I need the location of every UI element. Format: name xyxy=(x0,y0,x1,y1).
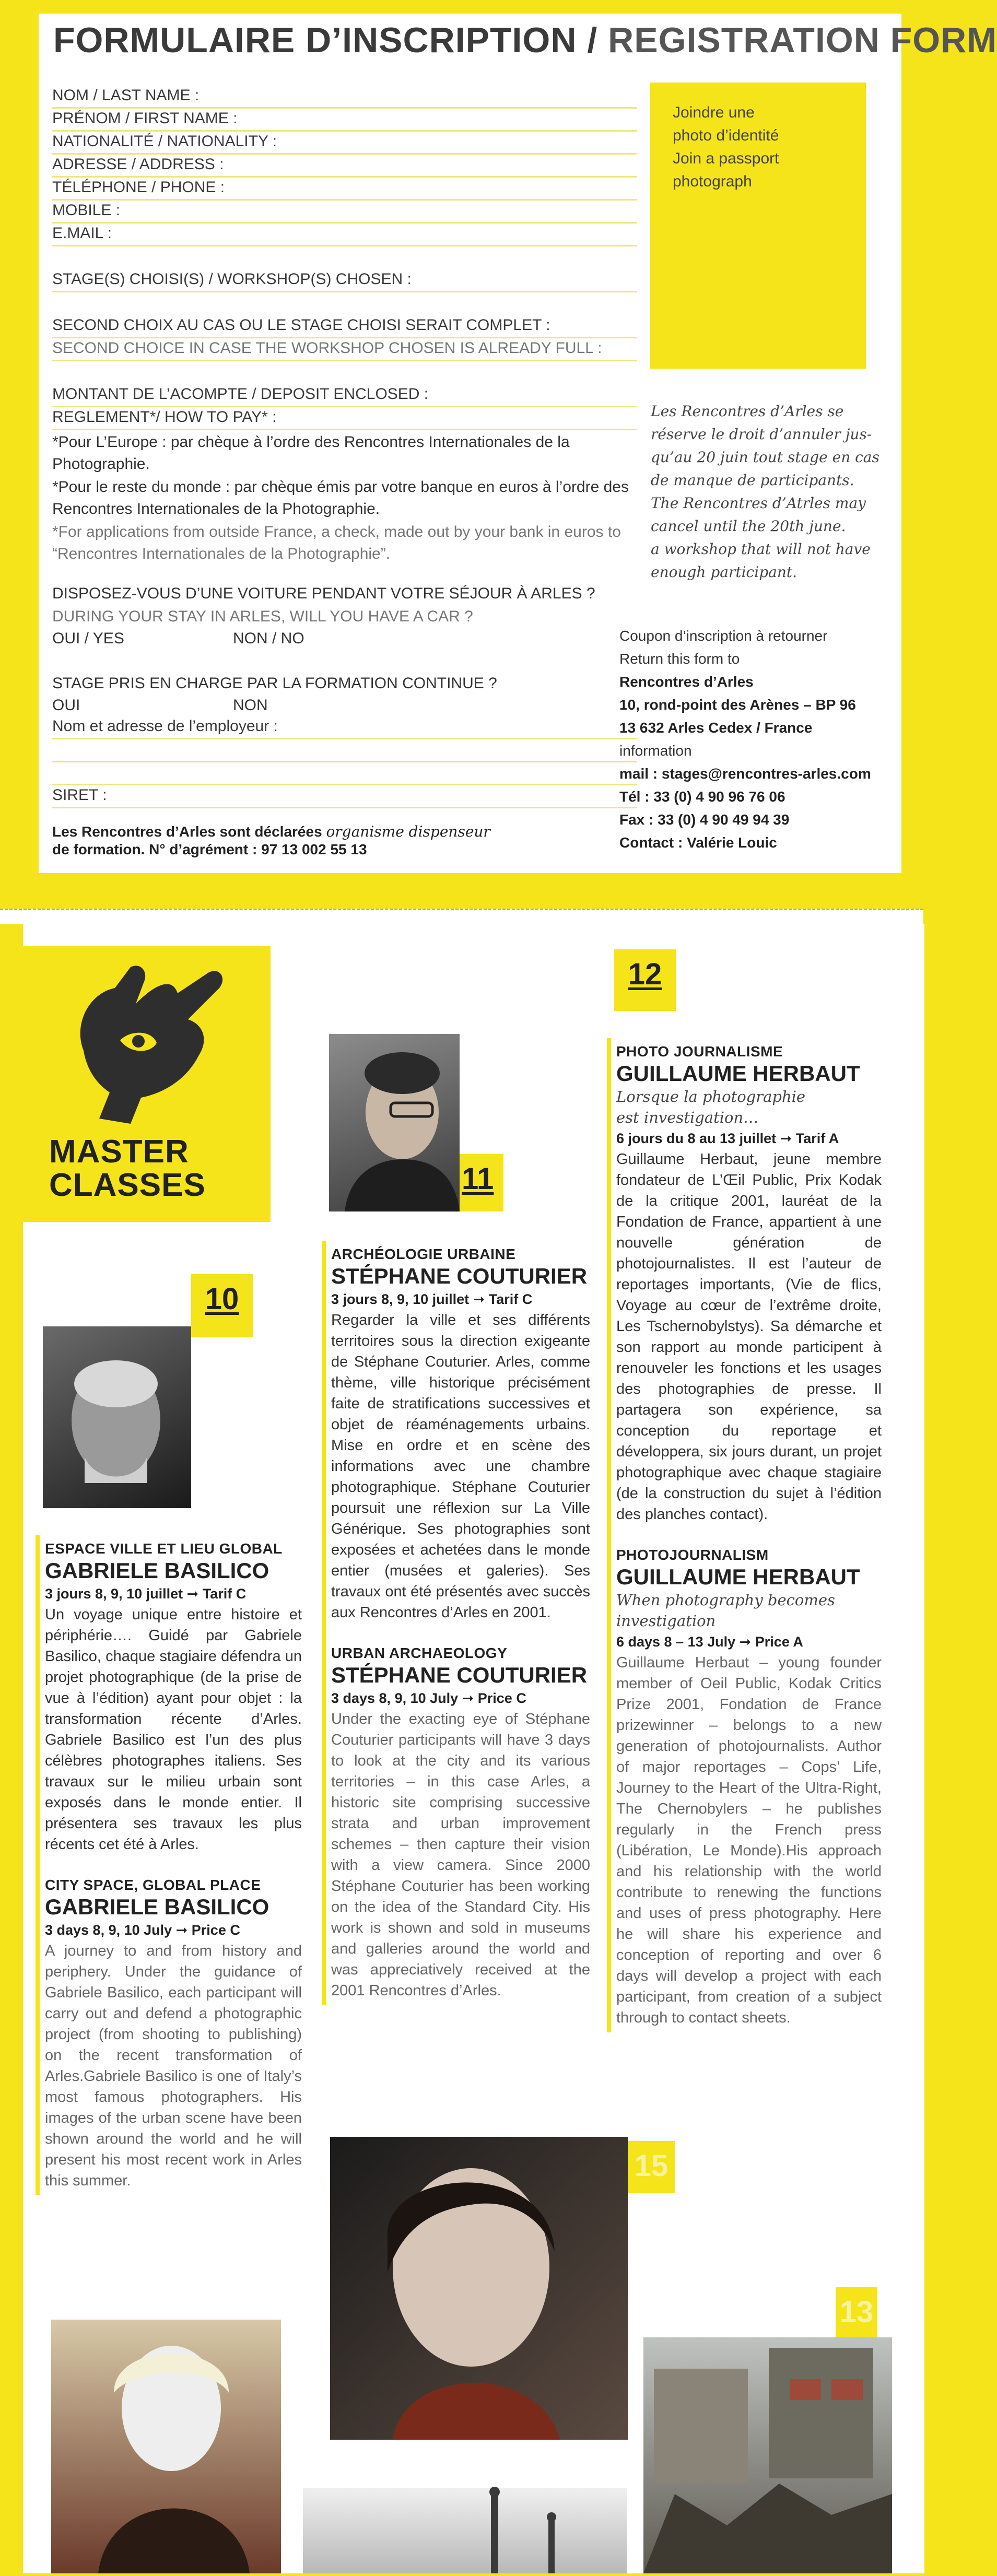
cancel-note-line: The Rencontres d’Atrles may xyxy=(651,495,866,512)
herbaut-dates-fr: 6 jours du 8 au 13 juillet ➞ Tarif A xyxy=(616,1131,839,1146)
coupon-contact: Contact : Valérie Louic xyxy=(619,834,777,851)
actress-photo xyxy=(51,2320,281,2573)
form-title-fr: FORMULAIRE D’INSCRIPTION / xyxy=(53,20,598,60)
herbaut-name-en: GUILLAUME HERBAUT xyxy=(616,1565,860,1589)
couturier-name-fr: STÉPHANE COUTURIER xyxy=(331,1264,588,1288)
basilico-body-en: A journey to and from history and periphery. Under the guidance of Gabriele Basilico, each participant will carry out and defend a photographic project (from shooting to publishing) on the recent transformation of Arles.Gabriele Basilico is one of Italy’s most famous photographers. His images of the urban scene have been shown around the world and he will present his most recent work in Arles this summer. xyxy=(45,1943,302,2189)
employer-field-line-2[interactable] xyxy=(52,739,637,762)
herbaut-subtitle-fr-2: est investigation… xyxy=(616,1109,759,1126)
photo-box-line: photo d’identité xyxy=(673,127,779,144)
second-choice-label: SECOND CHOIX AU CAS OU LE STAGE CHOISI SERAIT COMPLET : xyxy=(52,315,637,338)
coupon-org: Rencontres d’Arles xyxy=(619,674,754,690)
couturier-dates-fr: 3 jours 8, 9, 10 juillet ➞ Tarif C xyxy=(331,1291,533,1307)
portrait-silhouette-icon xyxy=(51,2320,281,2573)
figures-photo xyxy=(303,2488,627,2573)
column-accent-bar xyxy=(322,1241,326,2005)
payment-world-note: *Pour le reste du monde : par chèque émis par votre banque en euros à l’ordre des Rencontres Internationales de la Photographie. xyxy=(52,478,629,517)
couturier-body-en: Under the exacting eye of Stéphane Couturier participants will have 3 days to look at the city and its various territories – in this case Arles, a historic site comprising successive strata and urban improvement schemes – then capture their vision with a view camera. Since 2000 Stéphane Couturier has been working on the idea of the Standard City. His work is shown and sold in museums and galleries around the world and was appreciatively received at the 2001 Rencontres d’Arles. xyxy=(331,1711,590,1999)
ruins-photo xyxy=(643,2337,892,2573)
basilico-kicker-fr: ESPACE VILLE ET LIEU GLOBAL xyxy=(45,1540,283,1557)
declaration-bold: Les Rencontres d’Arles sont déclarées xyxy=(52,824,326,840)
portrait-silhouette-icon xyxy=(329,1034,460,1211)
passport-photo-box xyxy=(650,83,866,369)
car-yes-option[interactable]: OUI / YES xyxy=(52,630,124,647)
number-11: 11 xyxy=(462,1162,494,1196)
people-silhouette-icon xyxy=(303,2488,627,2573)
training-question: STAGE PRIS EN CHARGE PAR LA FORMATION CONTINUE ? xyxy=(52,675,497,692)
basilico-dates-en: 3 days 8, 9, 10 July ➞ Price C xyxy=(45,1922,240,1938)
number-10: 10 xyxy=(205,1282,239,1316)
couturier-name-en: STÉPHANE COUTURIER xyxy=(331,1663,588,1687)
training-declaration xyxy=(52,823,637,858)
basilico-body-fr: Un voyage unique entre histoire et périphérie…. Guidé par Gabriele Basilico, chaque stagiaire défendra un projet photographique (de la prise de vue à l’édition) ayant pour objet : la transformation récente d’Arles. Gabriele Basilico est l’un des plus célèbres photographes italiens. Ses travaux sur le milieu urbain sont exposés dans le monde entier. Il présentera ses travaux les plus récents cet été à Arles. xyxy=(45,1606,302,1853)
cancel-note-line: qu’au 20 juin tout stage en cas xyxy=(651,449,879,466)
form-title-en: REGISTRATION FORM xyxy=(597,20,997,60)
basilico-name-fr: GABRIELE BASILICO xyxy=(45,1558,269,1583)
mobile-field[interactable]: MOBILE : xyxy=(52,201,637,224)
email-field[interactable]: E.MAIL : xyxy=(52,224,637,246)
column-gap xyxy=(331,1623,590,1644)
herbaut-column xyxy=(613,1038,885,2032)
building-ruins-icon xyxy=(643,2337,892,2573)
basilico-kicker-en: CITY SPACE, GLOBAL PLACE xyxy=(45,1877,261,1893)
cancel-note-line: enough participant. xyxy=(651,563,797,581)
herbaut-subtitle-fr-1: Lorsque la photographie xyxy=(616,1088,806,1105)
car-question-fr: DISPOSEZ-VOUS D’UNE VOITURE PENDANT VOTRE SÉJOUR À ARLES ? xyxy=(52,585,595,602)
cut-line-divider xyxy=(0,909,923,924)
cancellation-note xyxy=(651,400,896,584)
column-accent-bar xyxy=(607,1038,611,2032)
couturier-portrait-photo xyxy=(329,1034,460,1211)
registration-form xyxy=(39,14,997,873)
herbaut-kicker-fr: PHOTO JOURNALISME xyxy=(616,1043,783,1060)
payment-en-note: *For applications from outside France, a check, made out by your bank in euros to “Rencontres Internationales de la Photographie”. xyxy=(52,523,621,562)
herbaut-body-en: Guillaume Herbaut – young founder member of Oeil Public, Kodak Critics Prize 2001, Fondation de France prizewinner – belongs to a new generation of photojournalists. Author of major reportages – Cops’ Life, Journey to the Heart of the Ultra-Right, The Chernobylers – he publishes regularly in the French press (Libération, Le Monde).His approach and his relationship with the world contribute to renewing the functions and uses of press photography. Here he will share his experience and conception of reporting and over 6 days will develop a project with each participant, from creation of a subject through to contact sheets. xyxy=(616,1654,882,2026)
cancel-note-line: cancel until the 20th june. xyxy=(651,517,846,535)
first-name-field[interactable]: PRÉNOM / FIRST NAME : xyxy=(52,109,637,132)
payment-europe-note: *Pour L’Europe : par chèque à l’ordre des Rencontres Internationales de la Photographie. xyxy=(52,433,570,473)
training-no-option[interactable]: NON xyxy=(233,697,268,714)
coupon-fax: Fax : 33 (0) 4 90 49 94 39 xyxy=(619,811,790,828)
phone-field[interactable]: TÉLÉPHONE / PHONE : xyxy=(52,178,637,201)
form-title xyxy=(53,20,997,61)
number-tile-10 xyxy=(191,1274,253,1337)
coupon-line: Coupon d’inscription à retourner xyxy=(619,628,828,644)
basilico-column xyxy=(42,1535,305,2195)
ok-hand-icon xyxy=(52,962,230,1129)
woman-portrait-photo xyxy=(330,2137,628,2440)
cancel-note-line: de manque de participants. xyxy=(651,472,854,489)
herbaut-subtitle-en-2: investigation xyxy=(616,1612,716,1630)
herbaut-name-fr: GUILLAUME HERBAUT xyxy=(616,1061,860,1086)
employer-field[interactable]: Nom et adresse de l’employeur : xyxy=(52,716,637,739)
deposit-field[interactable]: MONTANT DE L’ACOMPTE / DEPOSIT ENCLOSED : xyxy=(52,384,637,407)
coupon-info: information xyxy=(619,743,692,759)
couturier-kicker-en: URBAN ARCHAEOLOGY xyxy=(331,1645,508,1661)
declaration-italic: organisme dispenseur xyxy=(326,823,490,840)
payment-label: REGLEMENT*/ HOW TO PAY* : xyxy=(52,407,637,430)
number-12: 12 xyxy=(628,957,662,991)
training-yes-option[interactable]: OUI xyxy=(52,697,80,714)
declaration-approval-number: de formation. N° d’agrément : 97 13 002 55 13 xyxy=(52,841,367,857)
coupon-address-2: 13 632 Arles Cedex / France xyxy=(619,720,813,736)
nationality-field[interactable]: NATIONALITÉ / NATIONALITY : xyxy=(52,132,637,155)
car-no-option[interactable]: NON / NO xyxy=(233,630,304,647)
master-title-line-2: CLASSES xyxy=(49,1167,206,1203)
last-name-field[interactable]: NOM / LAST NAME : xyxy=(52,86,637,109)
siret-field[interactable]: SIRET : xyxy=(52,785,637,808)
couturier-body-fr: Regarder la ville et ses différents territoires sous la direction exigeante de Stéphane Couturier. Arles, comme thème, ville historique précisément faite de stratifications successives et objet de réaménagements urbains. Mise en ordre et en scène des informations avec une chambre photographique. Stéphane Couturier poursuit une réflexion sur La Ville Générique. Ses photographies sont exposées et achetées dans le monde entier (musées et galeries). Ses travaux ont été présentés avec succès aux Rencontres d’Arles en 2001. xyxy=(331,1312,590,1621)
coupon-mail[interactable]: mail : stages@rencontres-arles.com xyxy=(619,766,871,782)
master-classes-logo xyxy=(23,946,271,1222)
second-choice-field[interactable]: SECOND CHOICE IN CASE THE WORKSHOP CHOSEN IS ALREADY FULL : xyxy=(52,338,637,361)
number-15: 15 xyxy=(634,2149,668,2183)
cancel-note-line: réserve le droit d’annuler jus- xyxy=(651,426,872,443)
address-field[interactable]: ADRESSE / ADDRESS : xyxy=(52,155,637,178)
column-accent-bar xyxy=(36,1535,40,2195)
number-tile-13 xyxy=(836,2287,877,2337)
coupon-line: Return this form to xyxy=(619,651,740,667)
basilico-dates-fr: 3 jours 8, 9, 10 juillet ➞ Tarif C xyxy=(45,1586,247,1602)
number-tile-15 xyxy=(628,2141,675,2193)
portrait-silhouette-icon xyxy=(43,1326,191,1508)
master-title-line-1: MASTER xyxy=(49,1134,189,1170)
couturier-column xyxy=(328,1241,593,2005)
number-13: 13 xyxy=(839,2295,874,2329)
return-coupon xyxy=(619,625,901,854)
basilico-portrait-photo xyxy=(43,1326,191,1508)
herbaut-subtitle-en-1: When photography becomes xyxy=(616,1591,835,1609)
photo-box-line: photograph xyxy=(673,173,752,190)
photo-box-line: Joindre une xyxy=(673,104,755,121)
couturier-kicker-fr: ARCHÉOLOGIE URBAINE xyxy=(331,1246,516,1262)
car-question-en: DURING YOUR STAY IN ARLES, WILL YOU HAVE A CAR ? xyxy=(52,608,473,625)
couturier-dates-en: 3 days 8, 9, 10 July ➞ Price C xyxy=(331,1690,526,1706)
portrait-silhouette-icon xyxy=(330,2137,628,2440)
workshop-field[interactable]: STAGE(S) CHOISI(S) / WORKSHOP(S) CHOSEN : xyxy=(52,269,637,292)
herbaut-dates-en: 6 days 8 – 13 July ➞ Price A xyxy=(616,1634,803,1650)
coupon-tel: Tél : 33 (0) 4 90 96 76 06 xyxy=(619,789,785,805)
master-classes-title xyxy=(49,1135,206,1202)
cancel-note-line: a workshop that will not have xyxy=(651,540,871,558)
herbaut-kicker-en: PHOTOJOURNALISM xyxy=(616,1547,769,1563)
number-tile-12 xyxy=(614,949,676,1011)
basilico-name-en: GABRIELE BASILICO xyxy=(45,1895,269,1919)
herbaut-body-fr: Guillaume Herbaut, jeune membre fondateur de L’Œil Public, Prix Kodak de la critique 2001, lauréat de la Fondation de France, appartient à une nouvelle génération de photojournalistes. Il est l’auteur de reportages importants, (Vie de flics, Voyage au cœur de l’extrême droite, Les Tschernobylstys). Sa démarche et son rapport au monde participent à renouveler les fonctions et les usages des photographies de presse. Il partagera son expérience, sa conception du reportage et développera, six jours durant, un projet photographique avec chaque stagiaire (de la construction du sujet à l’édition des planches contact). xyxy=(616,1151,882,1523)
column-gap xyxy=(616,1525,882,1546)
column-gap xyxy=(45,1855,302,1876)
photo-box-line: Join a passport xyxy=(673,150,779,167)
number-tile-11 xyxy=(460,1154,503,1211)
cancel-note-line: Les Rencontres d’Arles se xyxy=(651,403,844,420)
coupon-address-1: 10, rond-point des Arènes – BP 96 xyxy=(619,697,856,713)
employer-field-line-3[interactable] xyxy=(52,762,637,785)
